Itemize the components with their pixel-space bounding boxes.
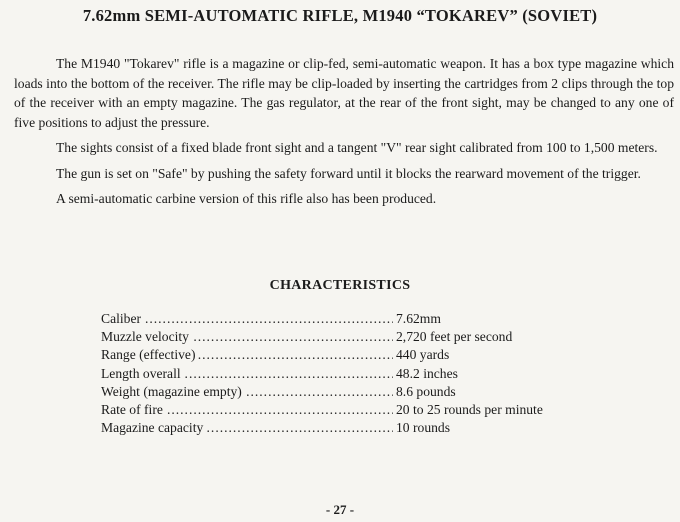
- spec-label-cell: [101, 310, 393, 328]
- page-number: - 27 -: [325, 502, 355, 517]
- paragraph: The gun is set on "Safe" by pushing the safety forward until it blocks the rearward movement of the trigger.: [56, 165, 641, 181]
- table-row: [101, 383, 543, 401]
- spec-label-cell: [101, 328, 393, 346]
- paragraph: A semi-automatic carbine version of this rifle also has been produced.: [56, 191, 437, 206]
- spec-label: Rate of fire: [101, 402, 166, 417]
- spec-label: Magazine capacity: [101, 420, 206, 435]
- table-row: [101, 419, 543, 437]
- spec-value: 10 rounds: [396, 420, 450, 436]
- spec-label: Length overall: [101, 366, 184, 381]
- spec-label: Range (effective): [101, 347, 198, 362]
- body-text: [14, 54, 674, 209]
- spec-value: 7.62mm: [396, 311, 441, 326]
- table-row: [101, 328, 543, 346]
- spec-label: Muzzle velocity: [101, 329, 192, 344]
- spec-value: 8.6 pounds: [396, 383, 456, 399]
- paragraph: The sights consist of a fixed blade front sight and a tangent "V" rear sight calibrated from 100 to 1,500 meters.: [56, 140, 658, 155]
- spec-label-cell: [101, 401, 393, 419]
- spec-value: 20 to 25 rounds per minute: [396, 402, 543, 418]
- spec-label-cell: [101, 365, 393, 383]
- paragraph: The M1940 "Tokarev" rifle is a magazine or clip-fed, semi-automatic weapon. It has a box type magazine which loads into the bottom of the receiver. The rifle may be clip-loaded by inserting the cartridges from 2 clips through the top of the receiver with an empty magazine. The gas regulator, at the rear of the front sight, may be changed to any one of five positions to adjust the pressure.: [14, 56, 674, 130]
- spec-value: 2,720 feet per second: [396, 329, 513, 345]
- spec-label-cell: [101, 419, 393, 437]
- table-row: [101, 365, 543, 383]
- table-row: [101, 401, 543, 419]
- table-row: [101, 310, 543, 328]
- spec-label: Weight (magazine empty): [101, 384, 245, 399]
- spec-value: 48.2 inches: [396, 365, 458, 381]
- spec-label-cell: [101, 383, 393, 401]
- document-title: 7.62mm SEMI-AUTOMATIC RIFLE, M1940 “TOKAREV” (SOVIET): [82, 6, 598, 25]
- characteristics-heading: CHARACTERISTICS: [269, 278, 411, 293]
- spec-value: 440 yards: [396, 347, 450, 363]
- characteristics-table: [101, 310, 543, 437]
- spec-label: Caliber: [101, 311, 144, 326]
- spec-label-cell: [101, 346, 393, 364]
- table-row: [101, 346, 543, 364]
